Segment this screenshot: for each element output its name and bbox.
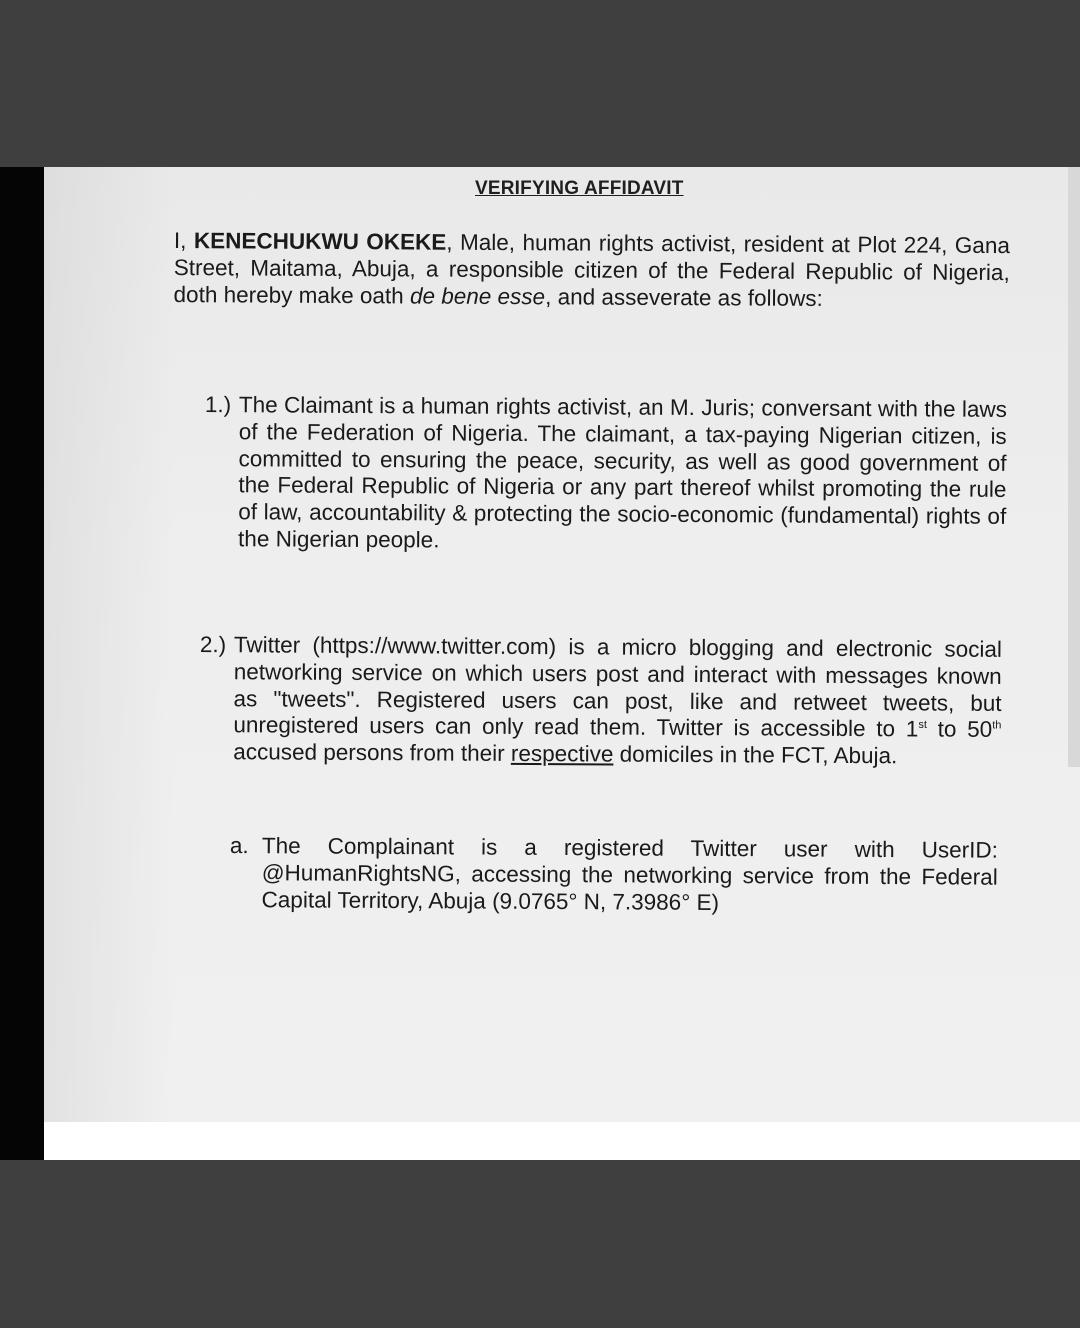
- paragraph-number: 1.): [204, 392, 232, 418]
- paragraph-2: [199, 632, 1002, 771]
- intro-prefix: I,: [173, 228, 194, 254]
- paragraph-text-part: domiciles in the FCT, Abuja.: [613, 741, 898, 769]
- page-bottom-margin: [44, 1122, 1080, 1160]
- document-title: VERIFYING AFFIDAVIT: [475, 178, 684, 199]
- intro-text: , Male, human rights activist, resident at Plot 224, Gana Street, Maitama, Abuja, a responsible citizen of the Federal Republic of Nigeria, doth hereby make oath: [173, 229, 1010, 309]
- left-dark-border: [0, 167, 44, 1160]
- paragraph-text: [233, 632, 1002, 771]
- intro-text-end: , and asseverate as follows:: [545, 283, 823, 311]
- paragraph-number: a.: [229, 833, 249, 859]
- intro-latin-phrase: de bene esse: [409, 283, 546, 309]
- paragraph-text-part: Twitter (https://www.twitter.com) is a micro blogging and electronic social networking service on which users post and interact with messages known as "tweets". Registered users can post, like and retweet tweets, but unregistered users can only read them. Twitter is accessible to 1: [233, 632, 1002, 742]
- right-page-edge: [1068, 167, 1080, 767]
- paragraph-text-part: accused persons from their: [233, 739, 511, 767]
- paragraph-1: [204, 392, 1007, 558]
- intro-paragraph: [174, 228, 1010, 313]
- paragraph-text: The Complainant is a registered Twitter user with UserID: @HumanRightsNG, accessing the networking service from the Federal Capital Territory, Abuja (9.0765° N, 7.3986° E): [261, 833, 998, 915]
- underlined-word: respective: [510, 741, 614, 767]
- ordinal-suffix: st: [918, 719, 927, 732]
- paper-shadow: [44, 167, 174, 1122]
- paragraph-text-part: to 50: [926, 716, 993, 743]
- deponent-name: KENECHUKWU OKEKE: [193, 228, 447, 255]
- paragraph-text: The Claimant is a human rights activist, an M. Juris; conversant with the laws of the Federation of Nigeria. The claimant, a tax-paying Nigerian citizen, is committed to ensuring the peace, security, as well as good government of the Federal Republic of Nigeria or any part thereof whilst promoting the rule of law, accountability & protecting the socio-economic (fundamental) rights of the Nigerian people.: [238, 392, 1007, 553]
- paragraph-number: 2.): [199, 632, 227, 658]
- ordinal-suffix: th: [992, 719, 1002, 732]
- sub-paragraph-a: [230, 833, 998, 918]
